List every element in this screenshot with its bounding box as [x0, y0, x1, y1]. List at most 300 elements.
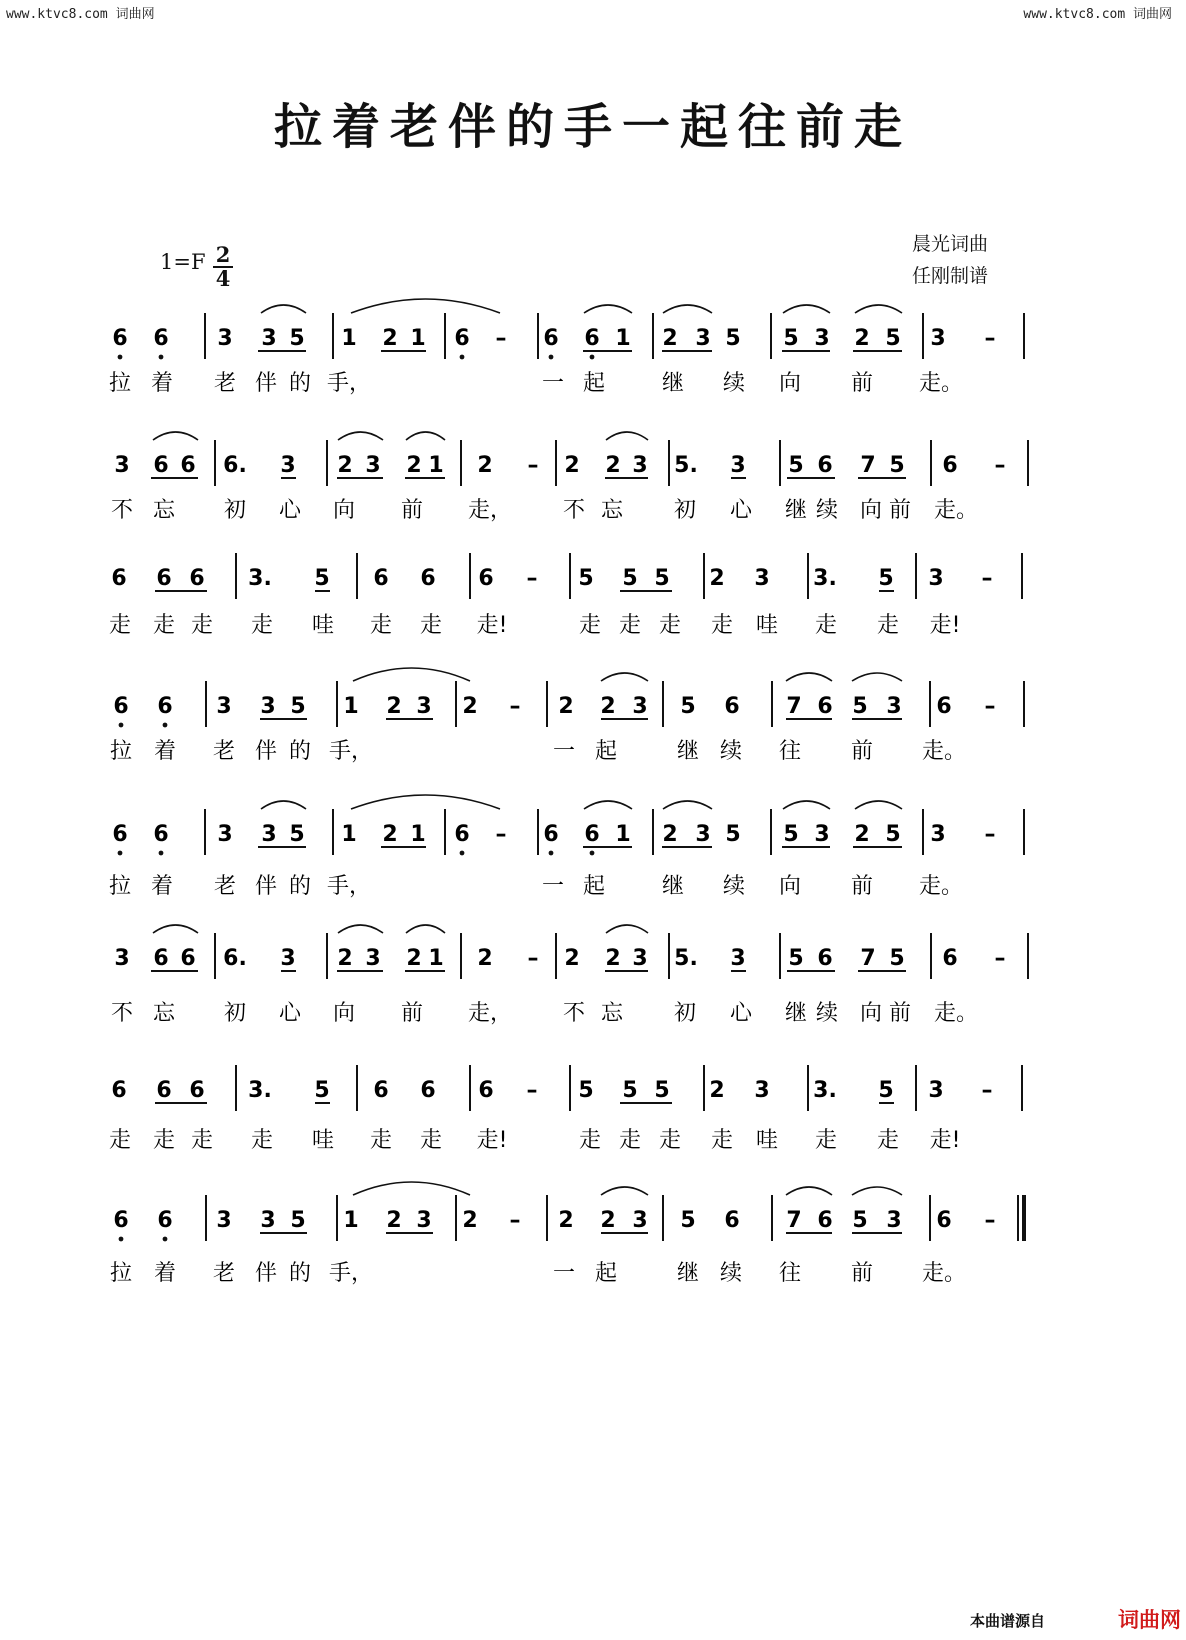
lyric: 续 — [815, 498, 839, 523]
note: 5 — [878, 1078, 894, 1103]
note: 7 — [786, 694, 802, 719]
note: 3 — [754, 1078, 770, 1103]
octave-dot — [549, 851, 554, 856]
note: 7 — [860, 946, 876, 971]
lyric: 前 — [400, 498, 424, 523]
note: 2 — [406, 453, 422, 478]
note: 3 — [730, 946, 746, 971]
note: 3 — [930, 326, 946, 351]
lyric: 哇 — [311, 1128, 335, 1153]
note: 5 — [290, 1208, 306, 1233]
note: 3 — [365, 453, 381, 478]
note: 3 — [928, 1078, 944, 1103]
lyric: 向 — [332, 498, 356, 523]
lyric: 前 — [850, 874, 874, 899]
octave-dot — [119, 1237, 124, 1242]
note: 5 — [680, 694, 696, 719]
note: 6 — [724, 694, 740, 719]
note: 6 — [478, 1078, 494, 1103]
lyric: 继 — [661, 371, 685, 396]
note: 2 — [854, 326, 870, 351]
octave-dot — [119, 723, 124, 728]
lyric: 着 — [153, 739, 177, 764]
note: 5 — [622, 566, 638, 591]
lyric: 走 — [152, 1128, 176, 1153]
note: 6 — [942, 946, 958, 971]
lyric: 走 — [369, 1128, 393, 1153]
lyric: 的 — [288, 371, 312, 396]
lyric: 着 — [153, 1261, 177, 1286]
slur — [351, 299, 500, 313]
note: 1 — [428, 946, 444, 971]
note: 5 — [725, 326, 741, 351]
note: 6 — [584, 822, 600, 847]
lyrics-music-credit: 晨光词曲 — [912, 233, 989, 255]
note: 5 — [885, 326, 901, 351]
lyric: 走 — [419, 613, 443, 638]
note: 2 — [605, 946, 621, 971]
note: 5 — [725, 822, 741, 847]
note: 6. — [223, 946, 247, 971]
octave-dot — [159, 355, 164, 360]
note: 6 — [373, 1078, 389, 1103]
note: 6 — [584, 326, 600, 351]
lyric: 前 — [400, 1001, 424, 1026]
lyric: 伴 — [254, 739, 278, 764]
note: 6 — [454, 326, 470, 351]
octave-dot — [590, 851, 595, 856]
lyric: 初 — [223, 1001, 247, 1026]
slur — [153, 925, 198, 933]
note: 3 — [416, 1208, 432, 1233]
time-signature-bottom: 4 — [215, 266, 231, 291]
note: 6 — [543, 822, 559, 847]
slur — [153, 432, 198, 440]
note: 6 — [724, 1208, 740, 1233]
note: 5 — [878, 566, 894, 591]
lyric: 走 — [250, 1128, 274, 1153]
slur — [406, 432, 445, 440]
lyric: 心 — [729, 498, 753, 523]
note: 5 — [290, 694, 306, 719]
lyric: 手， — [328, 739, 374, 764]
note: 6 — [420, 1078, 436, 1103]
note: 5 — [314, 1078, 330, 1103]
note: 3 — [216, 1208, 232, 1233]
lyric: 走! — [476, 1128, 508, 1153]
note: 1 — [341, 326, 357, 351]
note: 2 — [605, 453, 621, 478]
lyric: 走 — [578, 613, 602, 638]
lyric: 走 — [658, 613, 682, 638]
lyric: 继 — [676, 1261, 700, 1286]
lyric: 一 — [541, 371, 565, 396]
note: 6 — [942, 453, 958, 478]
note: 5 — [885, 822, 901, 847]
octave-dot — [460, 355, 465, 360]
slur — [584, 305, 632, 313]
note: 2 — [337, 946, 353, 971]
note: 6 — [373, 566, 389, 591]
slur — [663, 305, 712, 313]
slur — [338, 432, 383, 440]
slur — [855, 801, 902, 809]
slur — [584, 801, 632, 809]
note: 5 — [314, 566, 330, 591]
lyric: 前 — [850, 739, 874, 764]
slur — [606, 925, 648, 933]
note: – — [527, 946, 539, 971]
note: 3 — [754, 566, 770, 591]
slur — [786, 1187, 832, 1195]
note: 1 — [343, 1208, 359, 1233]
note: 6 — [156, 1078, 172, 1103]
lyric: 继 — [784, 498, 808, 523]
lyric: 继 — [784, 1001, 808, 1026]
octave-dot — [590, 355, 595, 360]
note: 1 — [343, 694, 359, 719]
octave-dot — [163, 1237, 168, 1242]
lyric: 向 — [332, 1001, 356, 1026]
lyric: 往 — [778, 739, 802, 764]
note: 3 — [416, 694, 432, 719]
slur — [601, 1187, 648, 1195]
note: – — [981, 566, 993, 591]
lyric: 不 — [110, 498, 134, 523]
lyric: 走。 — [918, 371, 964, 396]
note: 1 — [341, 822, 357, 847]
lyric: 向 — [859, 1001, 883, 1026]
note: 5. — [674, 946, 698, 971]
note: 6 — [153, 453, 169, 478]
note: 6. — [223, 453, 247, 478]
watermark-left: www.ktvc8.com 词曲网 — [6, 7, 155, 22]
slur — [406, 925, 445, 933]
octave-dot — [118, 851, 123, 856]
note: 3 — [114, 946, 130, 971]
note: 3. — [813, 566, 837, 591]
lyric: 走 — [876, 613, 900, 638]
note: 7 — [786, 1208, 802, 1233]
note: 6 — [817, 946, 833, 971]
lyric: 的 — [288, 874, 312, 899]
lyric: 续 — [722, 874, 746, 899]
slur — [783, 801, 830, 809]
note: 6 — [817, 453, 833, 478]
lyric: 向 — [859, 498, 883, 523]
note: – — [495, 822, 507, 847]
slur — [852, 1187, 902, 1195]
note: 3 — [632, 453, 648, 478]
lyric: 老 — [212, 739, 236, 764]
lyric: 手， — [328, 1261, 374, 1286]
note: 5 — [788, 453, 804, 478]
lyric: 拉 — [108, 371, 132, 396]
lyric: 走， — [467, 498, 513, 523]
lyric: 前 — [888, 498, 912, 523]
lyric: 前 — [850, 1261, 874, 1286]
note: 6 — [180, 453, 196, 478]
note: 6 — [817, 694, 833, 719]
lyric: 走 — [369, 613, 393, 638]
lyric: 续 — [719, 1261, 743, 1286]
octave-dot — [163, 723, 168, 728]
note: 5 — [622, 1078, 638, 1103]
lyric: 走 — [618, 1128, 642, 1153]
lyric: 走 — [876, 1128, 900, 1153]
note: 2 — [382, 822, 398, 847]
note: 2 — [662, 326, 678, 351]
lyric: 的 — [288, 1261, 312, 1286]
lyric: 续 — [719, 739, 743, 764]
note: 3 — [930, 822, 946, 847]
lyric: 走 — [190, 613, 214, 638]
lyric: 初 — [673, 498, 697, 523]
lyric: 初 — [223, 498, 247, 523]
lyric: 老 — [212, 1261, 236, 1286]
note: 6 — [153, 822, 169, 847]
note: 2 — [462, 694, 478, 719]
lyric: 哇 — [755, 1128, 779, 1153]
note: 6 — [936, 694, 952, 719]
note: 3 — [217, 326, 233, 351]
note: – — [984, 326, 996, 351]
lyric: 伴 — [254, 1261, 278, 1286]
lyric: 走。 — [933, 498, 979, 523]
note: 2 — [709, 566, 725, 591]
note: 5 — [783, 326, 799, 351]
lyric: 的 — [288, 739, 312, 764]
note: 5 — [289, 822, 305, 847]
note: 3 — [217, 822, 233, 847]
note: 2 — [600, 1208, 616, 1233]
lyric: 走 — [814, 613, 838, 638]
lyric: 走! — [929, 1128, 961, 1153]
note: 3 — [730, 453, 746, 478]
note: – — [509, 1208, 521, 1233]
key-signature: 1=F — [160, 250, 206, 274]
note: 2 — [709, 1078, 725, 1103]
watermark-right: www.ktvc8.com 词曲网 — [1023, 7, 1172, 22]
note: 2 — [462, 1208, 478, 1233]
note: 6 — [420, 566, 436, 591]
slur — [783, 305, 830, 313]
lyric: 走! — [929, 613, 961, 638]
note: 5 — [783, 822, 799, 847]
note: – — [984, 694, 996, 719]
lyric: 不 — [562, 1001, 586, 1026]
lyric: 心 — [278, 498, 302, 523]
footer-source: 本曲谱源自 — [970, 1612, 1046, 1630]
slur — [261, 801, 306, 809]
note: – — [526, 566, 538, 591]
slur — [353, 1182, 470, 1195]
note: 2 — [564, 453, 580, 478]
slur — [338, 925, 383, 933]
note: 5 — [680, 1208, 696, 1233]
note: 5 — [654, 566, 670, 591]
note: 6 — [543, 326, 559, 351]
note: 5. — [674, 453, 698, 478]
note: 5 — [578, 566, 594, 591]
note: 5 — [578, 1078, 594, 1103]
lyric: 心 — [278, 1001, 302, 1026]
lyric: 手， — [326, 874, 372, 899]
note: 6 — [936, 1208, 952, 1233]
lyric: 走 — [710, 613, 734, 638]
note: 3 — [260, 1208, 276, 1233]
lyric: 走。 — [933, 1001, 979, 1026]
note: – — [527, 453, 539, 478]
note: 3 — [261, 822, 277, 847]
note: 3 — [216, 694, 232, 719]
note: 3 — [632, 1208, 648, 1233]
lyric: 起 — [594, 739, 618, 764]
lyric: 走 — [618, 613, 642, 638]
note: – — [984, 1208, 996, 1233]
lyric: 手， — [326, 371, 372, 396]
octave-dot — [549, 355, 554, 360]
lyric: 走 — [108, 613, 132, 638]
slur — [601, 673, 648, 681]
note: – — [994, 946, 1006, 971]
note: 3. — [813, 1078, 837, 1103]
note: 2 — [477, 946, 493, 971]
note: 6 — [113, 1208, 129, 1233]
note: 5 — [654, 1078, 670, 1103]
lyric: 走 — [250, 613, 274, 638]
lyric: 继 — [661, 874, 685, 899]
slur — [351, 795, 500, 809]
note: – — [981, 1078, 993, 1103]
note: 3 — [280, 453, 296, 478]
lyric: 不 — [110, 1001, 134, 1026]
note: 5 — [852, 694, 868, 719]
lyric: 伴 — [254, 874, 278, 899]
note: 5 — [852, 1208, 868, 1233]
lyric: 哇 — [755, 613, 779, 638]
lyric: 走 — [152, 613, 176, 638]
slur — [353, 668, 470, 681]
note: – — [984, 822, 996, 847]
note: 1 — [615, 822, 631, 847]
note: 1 — [428, 453, 444, 478]
footer-brand: 词曲网 — [1118, 1608, 1181, 1632]
lyric: 忘 — [152, 1001, 176, 1026]
note: 2 — [382, 326, 398, 351]
note: 6 — [111, 1078, 127, 1103]
note: 2 — [558, 1208, 574, 1233]
note: 6 — [180, 946, 196, 971]
note: 6 — [478, 566, 494, 591]
note: – — [526, 1078, 538, 1103]
lyric: 伴 — [254, 371, 278, 396]
note: 3 — [814, 326, 830, 351]
lyric: 起 — [582, 371, 606, 396]
octave-dot — [159, 851, 164, 856]
note: 3. — [248, 566, 272, 591]
note: 6 — [817, 1208, 833, 1233]
note: – — [994, 453, 1006, 478]
note: 5 — [788, 946, 804, 971]
note: 3 — [928, 566, 944, 591]
slur — [855, 305, 902, 313]
note: 6 — [153, 326, 169, 351]
note: 6 — [454, 822, 470, 847]
note: 3 — [365, 946, 381, 971]
note: 3. — [248, 1078, 272, 1103]
note: 3 — [280, 946, 296, 971]
lyric: 老 — [213, 874, 237, 899]
lyric: 走。 — [918, 874, 964, 899]
note: 2 — [600, 694, 616, 719]
note: 3 — [114, 453, 130, 478]
lyric: 忘 — [600, 498, 624, 523]
note: 3 — [632, 694, 648, 719]
note: 2 — [558, 694, 574, 719]
lyric: 着 — [150, 371, 174, 396]
lyric: 拉 — [109, 1261, 133, 1286]
notation-credit: 任刚制谱 — [912, 265, 989, 287]
note: 3 — [814, 822, 830, 847]
note: 6 — [189, 1078, 205, 1103]
note: 6 — [113, 694, 129, 719]
octave-dot — [460, 851, 465, 856]
lyric: 忘 — [152, 498, 176, 523]
lyric: 向 — [778, 874, 802, 899]
note: 6 — [156, 566, 172, 591]
note: 3 — [695, 326, 711, 351]
lyric: 一 — [552, 1261, 576, 1286]
note: 3 — [695, 822, 711, 847]
note: 1 — [615, 326, 631, 351]
lyric: 一 — [552, 739, 576, 764]
note: 2 — [406, 946, 422, 971]
note: 3 — [260, 694, 276, 719]
song-title: 拉着老伴的手一起往前走 — [273, 99, 912, 155]
lyric: 拉 — [108, 874, 132, 899]
note: 2 — [564, 946, 580, 971]
lyric: 走。 — [921, 739, 967, 764]
lyric: 走 — [108, 1128, 132, 1153]
slur — [663, 801, 712, 809]
slur — [786, 673, 832, 681]
slur — [852, 673, 902, 681]
lyric: 往 — [778, 1261, 802, 1286]
octave-dot — [118, 355, 123, 360]
lyric: 走! — [476, 613, 508, 638]
time-signature-top: 2 — [213, 244, 233, 268]
note: 2 — [337, 453, 353, 478]
lyric: 着 — [150, 874, 174, 899]
slur — [261, 305, 306, 313]
note: 3 — [632, 946, 648, 971]
note: 6 — [189, 566, 205, 591]
lyric: 走 — [814, 1128, 838, 1153]
note: 6 — [153, 946, 169, 971]
lyric: 起 — [582, 874, 606, 899]
note: 2 — [386, 694, 402, 719]
note: 3 — [261, 326, 277, 351]
lyric: 哇 — [311, 613, 335, 638]
lyric: 一 — [541, 874, 565, 899]
lyric: 不 — [562, 498, 586, 523]
lyric: 前 — [888, 1001, 912, 1026]
note: – — [509, 694, 521, 719]
note: 3 — [886, 694, 902, 719]
note: 3 — [886, 1208, 902, 1233]
note: – — [495, 326, 507, 351]
